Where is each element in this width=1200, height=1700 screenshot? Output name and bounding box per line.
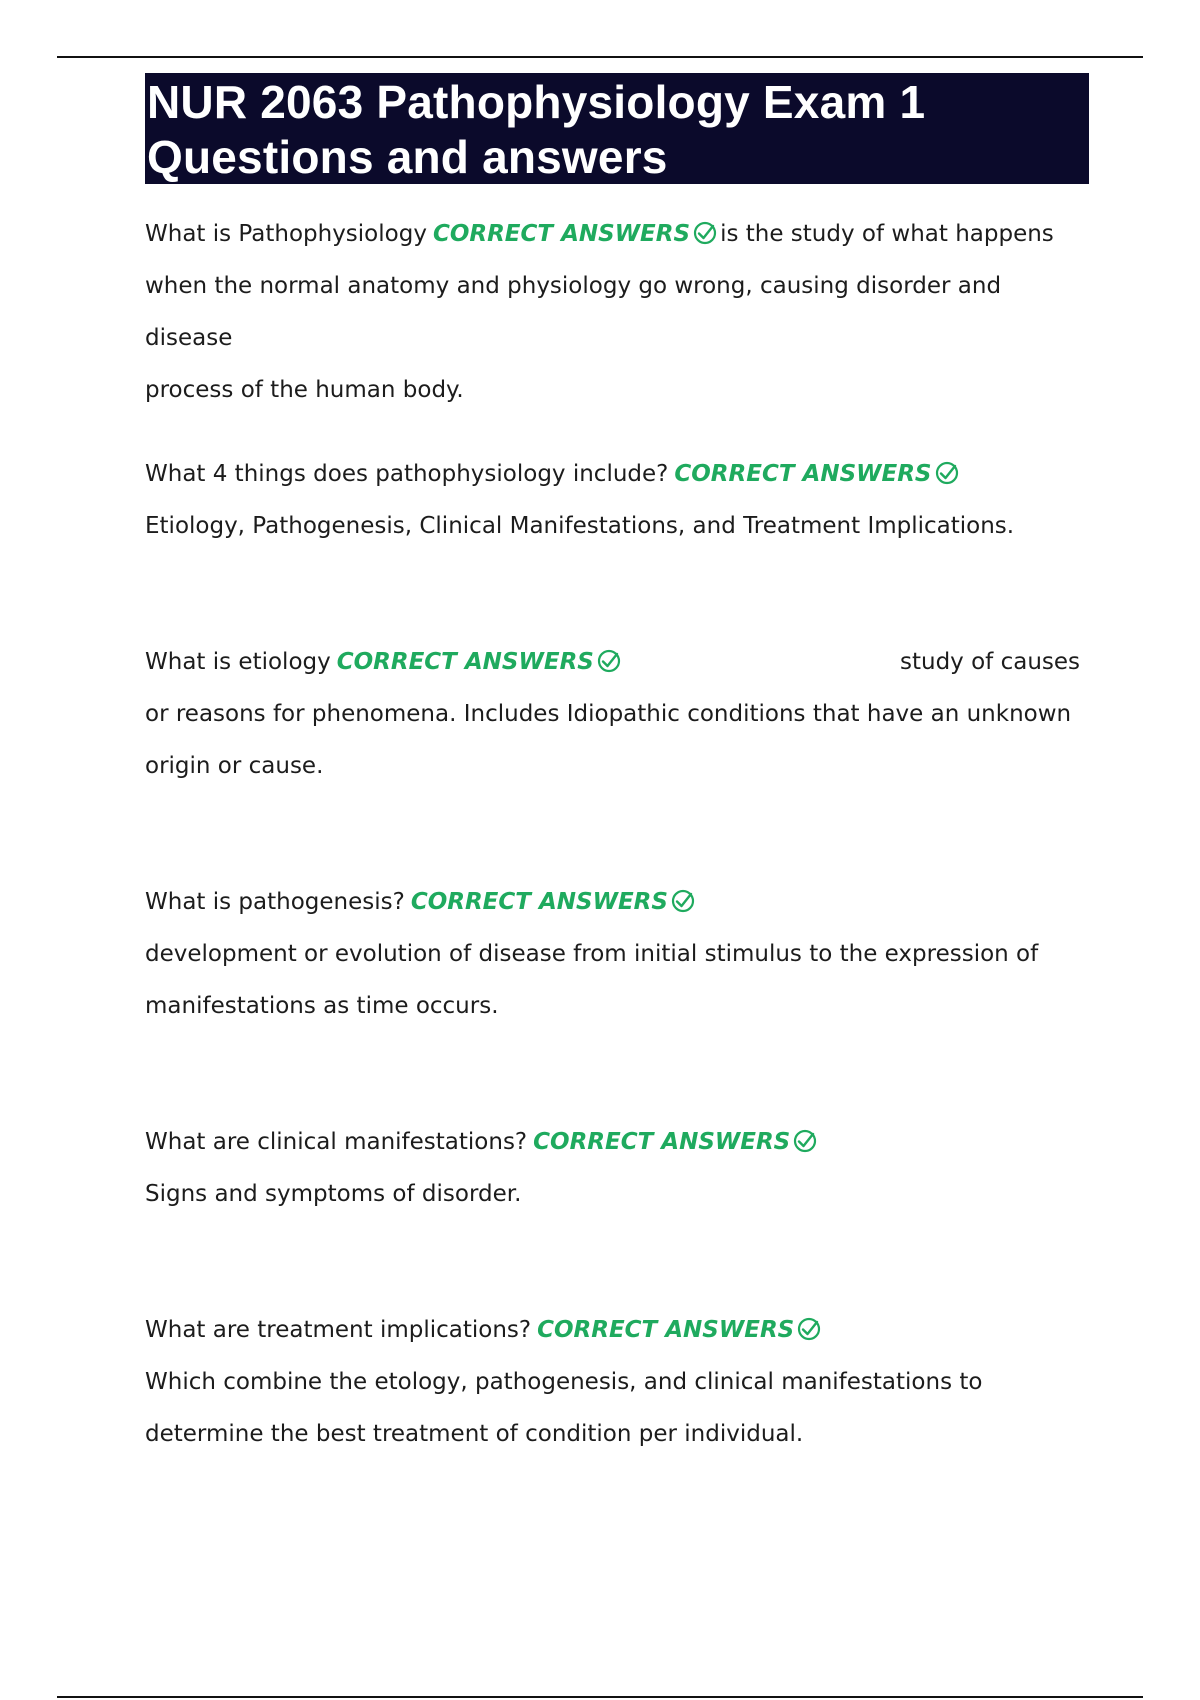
correct-answers-tag: CORRECT ANSWERS (410, 889, 668, 915)
qa-item (145, 1304, 1095, 1460)
correct-answers-tag: CORRECT ANSWERS (432, 221, 691, 247)
check-badge-icon (692, 220, 718, 246)
correct-answers-tag: CORRECT ANSWERS (533, 1129, 791, 1155)
check-badge-icon (934, 460, 960, 486)
question-line (145, 1116, 1095, 1168)
question-line (145, 876, 1095, 928)
answer-line: development or evolution of disease from initial stimulus to the expression of (145, 941, 1039, 967)
qa-item (145, 876, 1095, 1032)
inline-answer: is the study of what happens (720, 221, 1054, 247)
answer-line: Etiology, Pathogenesis, Clinical Manifestations, and Treatment Implications. (145, 513, 1015, 539)
answer-line: Signs and symptoms of disorder. (145, 1181, 522, 1207)
question-text: What is pathogenesis? (145, 889, 405, 915)
bottom-rule (57, 1696, 1143, 1698)
qa-item (145, 636, 1095, 792)
question-line (145, 448, 1095, 500)
question-text: What is Pathophysiology (145, 221, 427, 247)
correct-answers-tag: CORRECT ANSWERS (336, 649, 594, 675)
correct-answers-tag: CORRECT ANSWERS (537, 1317, 795, 1343)
answer-line: process of the human body. (145, 377, 464, 403)
question-text: What is etiology (145, 649, 331, 675)
question-text: What are clinical manifestations? (145, 1129, 528, 1155)
question-line (145, 208, 1095, 260)
check-badge-icon (796, 1316, 822, 1342)
qa-item (145, 448, 1095, 552)
qa-item (145, 1116, 1095, 1220)
correct-answers-tag: CORRECT ANSWERS (674, 461, 932, 487)
answer-line: manifestations as time occurs. (145, 993, 499, 1019)
qa-item (145, 208, 1095, 416)
check-badge-icon (596, 648, 622, 674)
top-rule (57, 56, 1143, 58)
check-badge-icon (670, 888, 696, 914)
answer-line: or reasons for phenomena. Includes Idiopathic conditions that have an unknown (145, 701, 1072, 727)
document-title (145, 73, 1089, 184)
check-badge-icon (792, 1128, 818, 1154)
question-line (145, 636, 1095, 688)
answer-line: when the normal anatomy and physiology go wrong, causing disorder and disease (145, 273, 1002, 351)
answer-line: Which combine the etology, pathogenesis, and clinical manifestations to (145, 1369, 983, 1395)
question-text: What 4 things does pathophysiology include? (145, 461, 669, 487)
title-line-1: NUR 2063 Pathophysiology Exam 1 (147, 76, 926, 128)
answer-line: determine the best treatment of condition per individual. (145, 1421, 804, 1447)
question-text: What are treatment implications? (145, 1317, 532, 1343)
inline-answer: study of causes (900, 649, 1081, 675)
answer-line: origin or cause. (145, 753, 324, 779)
title-line-2: Questions and answers (147, 131, 668, 183)
question-line (145, 1304, 1095, 1356)
